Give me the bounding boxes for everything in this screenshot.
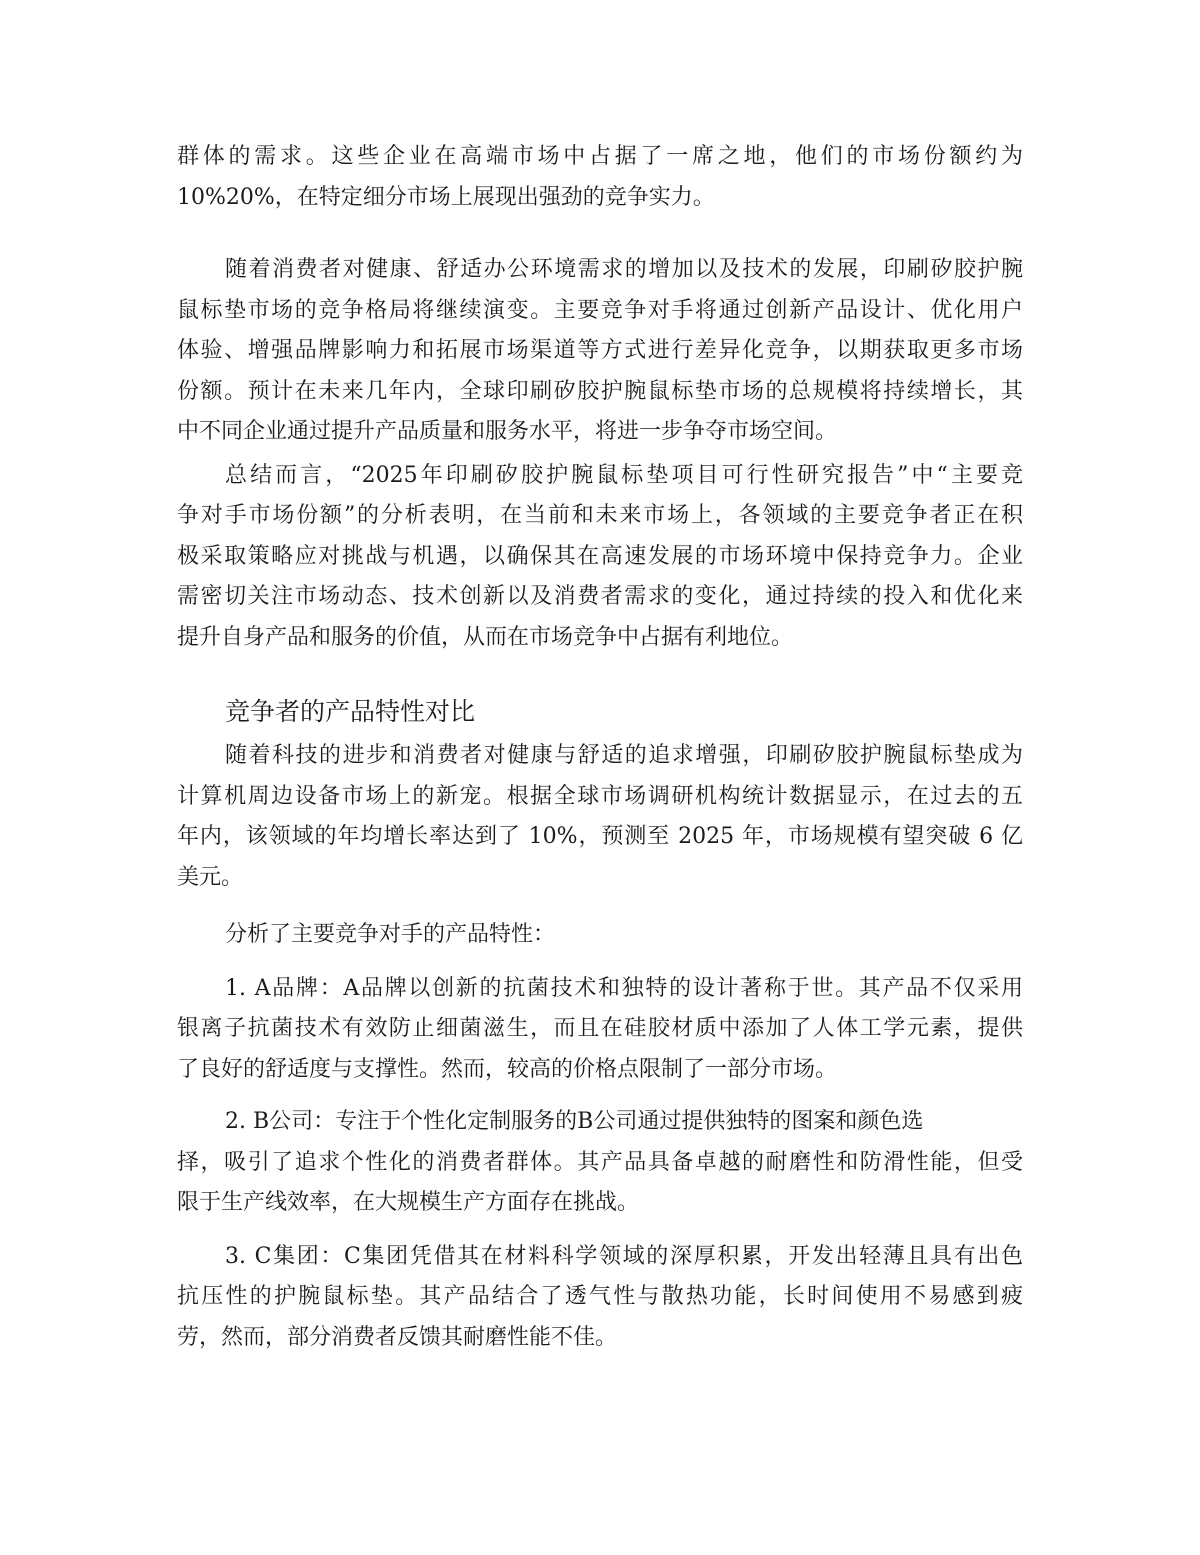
paragraph — [177, 137, 1023, 218]
paragraph-line: 抗压性的护腕鼠标垫。其产品结合了透气性与散热功能，长时间使用不易感到疲 — [177, 1284, 1023, 1309]
paragraph — [177, 1237, 1023, 1359]
paragraph-line: 极采取策略应对挑战与机遇，以确保其在高速发展的市场环境中保持竞争力。企业 — [177, 543, 1023, 569]
paragraph-line: 分析了主要竞争对手的产品特性： — [225, 922, 556, 947]
paragraph-line: 限于生产线效率，在大规模生产方面存在挑战。 — [177, 1190, 640, 1215]
paragraph — [177, 456, 1023, 659]
paragraph-line: 随着科技的进步和消费者对健康与舒适的追求增强，印刷矽胶护腕鼠标垫成为 — [225, 743, 1023, 768]
heading-text: 竞争者的产品特性对比 — [225, 697, 476, 726]
paragraph-line: 3. C集团：C集团凭借其在材料科学领域的深厚积累，开发出轻薄且具有出色 — [225, 1243, 1023, 1269]
paragraph-line: 10%20%，在特定细分市场上展现出强劲的竞争实力。 — [177, 184, 715, 210]
paragraph-line: 劳，然而，部分消费者反馈其耐磨性能不佳。 — [177, 1324, 618, 1350]
paragraph — [177, 1102, 1023, 1224]
paragraph — [177, 969, 1023, 1091]
paragraph — [177, 250, 1023, 453]
paragraph-line: 份额。预计在未来几年内，全球印刷矽胶护腕鼠标垫市场的总规模将持续增长，其 — [177, 378, 1023, 404]
paragraph-line: 需密切关注市场动态、技术创新以及消费者需求的变化，通过持续的投入和优化来 — [177, 584, 1023, 609]
paragraph-line: 体验、增强品牌影响力和拓展市场渠道等方式进行差异化竞争，以期获取更多市场 — [177, 338, 1023, 363]
paragraph — [177, 736, 1023, 898]
paragraph-line: 1. A品牌：A品牌以创新的抗菌技术和独特的设计著称于世。其产品不仅采用 — [225, 975, 1023, 1001]
paragraph-line: 群体的需求。这些企业在高端市场中占据了一席之地，他们的市场份额约为 — [177, 144, 1023, 169]
paragraph-line: 鼠标垫市场的竞争格局将继续演变。主要竞争对手将通过创新产品设计、优化用户 — [177, 297, 1023, 323]
section-heading — [177, 690, 1023, 734]
paragraph-line: 随着消费者对健康、舒适办公环境需求的增加以及技术的发展，印刷矽胶护腕 — [225, 257, 1023, 282]
paragraph-line: 2. B公司：专注于个性化定制服务的B公司通过提供独特的图案和颜色选 — [225, 1109, 924, 1134]
paragraph-line: 提升自身产品和服务的价值，从而在市场竞争中占据有利地位。 — [177, 624, 794, 650]
paragraph-line: 计算机周边设备市场上的新宠。根据全球市场调研机构统计数据显示，在过去的五 — [177, 783, 1023, 809]
paragraph-line: 争对手市场份额”的分析表明，在当前和未来市场上，各领域的主要竞争者正在积 — [177, 503, 1023, 528]
paragraph-line: 总结而言，“2025年印刷矽胶护腕鼠标垫项目可行性研究报告”中“主要竞 — [225, 462, 1023, 488]
paragraph-line: 中不同企业通过提升产品质量和服务水平，将进一步争夺市场空间。 — [177, 419, 838, 444]
paragraph — [177, 915, 1023, 956]
paragraph-line: 择，吸引了追求个性化的消费者群体。其产品具备卓越的耐磨性和防滑性能，但受 — [177, 1149, 1023, 1175]
paragraph-line: 美元。 — [177, 864, 244, 890]
paragraph-line: 银离子抗菌技术有效防止细菌滋生，而且在硅胶材质中添加了人体工学元素，提供 — [177, 1016, 1023, 1041]
document-body — [177, 137, 1023, 1358]
paragraph-line: 年内，该领域的年均增长率达到了 10%，预测至 2025 年，市场规模有望突破 6 亿 — [177, 824, 1023, 849]
paragraph-line: 了良好的舒适度与支撑性。然而，较高的价格点限制了一部分市场。 — [177, 1056, 838, 1082]
